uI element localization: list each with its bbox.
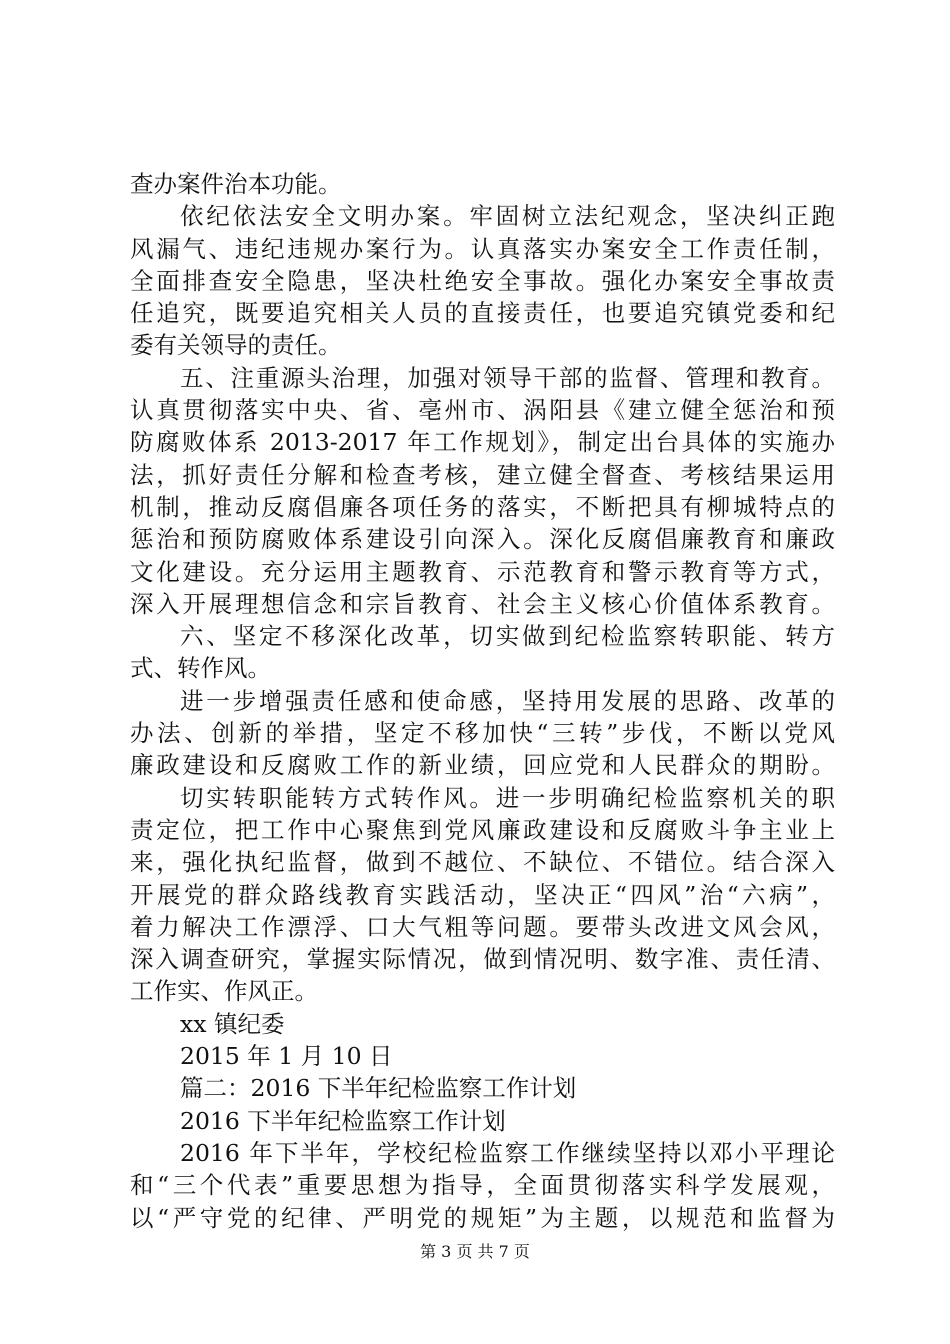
text-line: 来，强化执纪监督，做到不越位、不缺位、不错位。结合深入 <box>130 848 835 877</box>
text-line: 式、转作风。 <box>130 654 271 683</box>
text-line: 风漏气、违纪违规办案行为。认真落实办案安全工作责任制， <box>130 234 835 263</box>
document-body <box>130 168 835 1234</box>
text-line: 委有关领导的责任。 <box>130 331 342 360</box>
text-line: 认真贯彻落实中央、省、亳州市、涡阳县《建立健全惩治和预 <box>130 396 835 425</box>
text-line: 篇二：2016 下半年纪检监察工作计划 <box>180 1074 577 1103</box>
text-line: 惩治和预防腐败体系建设引向深入。深化反腐倡廉教育和廉政 <box>130 525 835 554</box>
text-line: 工作实、作风正。 <box>130 977 318 1006</box>
text-line: 和“三个代表”重要思想为指导，全面贯彻落实科学发展观， <box>130 1171 835 1200</box>
text-line: 开展党的群众路线教育实践活动，坚决正“四风”治“六病”， <box>130 880 835 909</box>
page-footer: 第 3 页 共 7 页 <box>420 1242 530 1261</box>
text-line: 深入调查研究，掌握实际情况，做到情况明、数字准、责任清、 <box>130 945 835 974</box>
text-line: 五、注重源头治理，加强对领导干部的监督、管理和教育。 <box>180 363 835 392</box>
text-line: 深入开展理想信念和宗旨教育、社会主义核心价值体系教育。 <box>130 589 835 618</box>
text-line: 切实转职能转方式转作风。进一步明确纪检监察机关的职 <box>180 783 835 812</box>
text-line: 任追究，既要追究相关人员的直接责任，也要追究镇党委和纪 <box>130 299 835 328</box>
text-line: 廉政建设和反腐败工作的新业绩，回应党和人民群众的期盼。 <box>130 751 835 780</box>
text-line: 2016 下半年纪检监察工作计划 <box>180 1106 506 1135</box>
text-line: 办法、创新的举措，坚定不移加快“三转”步伐，不断以党风 <box>130 719 835 748</box>
text-line: 着力解决工作漂浮、口大气粗等问题。要带头改进文风会风， <box>130 912 835 941</box>
text-line: 机制，推动反腐倡廉各项任务的落实，不断把具有柳城特点的 <box>130 492 835 521</box>
text-line: 2015 年 1 月 10 日 <box>180 1042 393 1071</box>
text-line: 以“严守党的纪律、严明党的规矩”为主题，以规范和监督为 <box>130 1203 835 1232</box>
text-line: 进一步增强责任感和使命感，坚持用发展的思路、改革的 <box>180 686 835 715</box>
text-line: 法，抓好责任分解和检查考核，建立健全督查、考核结果运用 <box>130 460 835 489</box>
text-line: 防腐败体系 2013-2017 年工作规划》，制定出台具体的实施办 <box>130 428 835 457</box>
text-line: 2016 年下半年，学校纪检监察工作继续坚持以邓小平理论 <box>180 1138 835 1167</box>
text-line: 依纪依法安全文明办案。牢固树立法纪观念，坚决纠正跑 <box>180 202 835 231</box>
text-line: 查办案件治本功能。 <box>130 170 342 198</box>
text-line: 责定位，把工作中心聚焦到党风廉政建设和反腐败斗争主业上 <box>130 815 835 844</box>
text-line: 文化建设。充分运用主题教育、示范教育和警示教育等方式， <box>130 557 835 586</box>
text-line: xx 镇纪委 <box>180 1009 285 1038</box>
text-line: 全面排查安全隐患，坚决杜绝安全事故。强化办案安全事故责 <box>130 266 835 295</box>
text-line: 六、坚定不移深化改革，切实做到纪检监察转职能、转方 <box>180 622 835 651</box>
